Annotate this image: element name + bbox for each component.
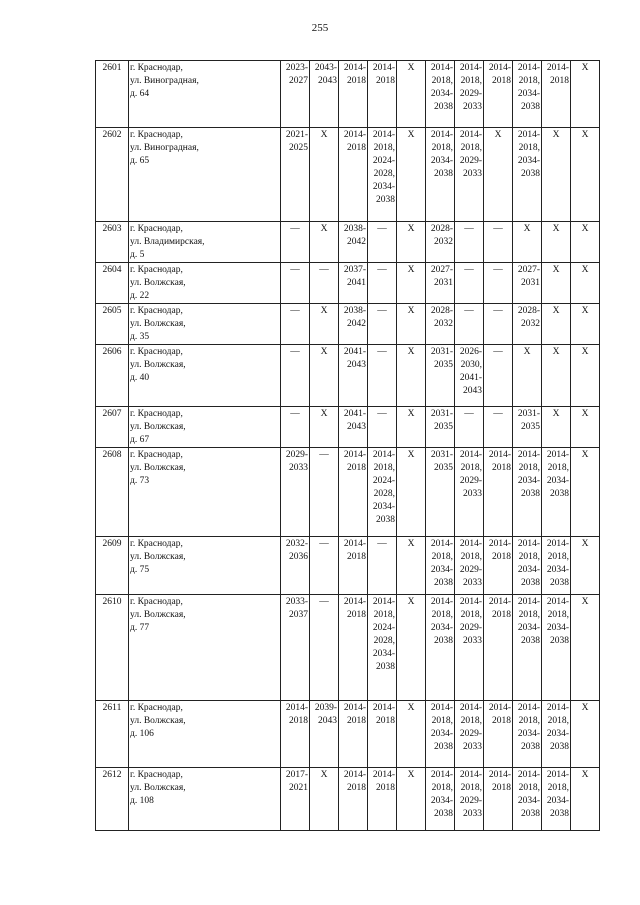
period-cell: 2014- 2018 xyxy=(484,448,513,537)
period-cell: 2027- 2031 xyxy=(426,263,455,304)
period-cell: — xyxy=(455,222,484,263)
address-line: ул. Виноградная, xyxy=(130,143,199,153)
period-cell: 2014- 2018 xyxy=(339,61,368,128)
period-cell: 2014- 2018, 2029- 2033 xyxy=(455,128,484,222)
address-cell xyxy=(129,701,281,768)
period-cell: 2014- 2018, 2029- 2033 xyxy=(455,701,484,768)
address-cell xyxy=(129,222,281,263)
address-line: г. Краснодар, xyxy=(130,347,183,357)
period-cell: 2014- 2018, 2034- 2038 xyxy=(426,768,455,831)
address-line: ул. Волжская, xyxy=(130,422,186,432)
period-cell: — xyxy=(281,407,310,448)
period-cell: 2028- 2032 xyxy=(426,304,455,345)
period-cell: 2014- 2018 xyxy=(281,701,310,768)
period-cell: X xyxy=(571,263,600,304)
period-cell: X xyxy=(397,407,426,448)
address-line: г. Краснодар, xyxy=(130,770,183,780)
period-cell: 2014- 2018, 2024- 2028, 2034- 2038 xyxy=(368,128,397,222)
period-cell: 2017- 2021 xyxy=(281,768,310,831)
period-cell: 2023- 2027 xyxy=(281,61,310,128)
address-cell xyxy=(129,128,281,222)
period-cell: — xyxy=(281,263,310,304)
period-cell: 2014- 2018, 2034- 2038 xyxy=(542,701,571,768)
period-cell: 2031- 2035 xyxy=(426,345,455,407)
period-cell: X xyxy=(571,61,600,128)
period-cell: 2014- 2018, 2029- 2033 xyxy=(455,537,484,595)
row-number: 2611 xyxy=(96,701,129,768)
address-line: д. 35 xyxy=(130,332,150,342)
period-cell: 2014- 2018 xyxy=(484,537,513,595)
period-cell: — xyxy=(368,304,397,345)
table-row xyxy=(96,595,600,701)
address-cell xyxy=(129,448,281,537)
row-number: 2609 xyxy=(96,537,129,595)
address-line: ул. Волжская, xyxy=(130,716,186,726)
period-cell: 2014- 2018, 2034- 2038 xyxy=(426,595,455,701)
period-cell: X xyxy=(571,537,600,595)
period-cell: — xyxy=(368,263,397,304)
period-cell: 2014- 2018 xyxy=(484,701,513,768)
period-cell: — xyxy=(310,448,339,537)
table-row xyxy=(96,263,600,304)
period-cell: — xyxy=(455,304,484,345)
address-cell xyxy=(129,768,281,831)
address-line: г. Краснодар, xyxy=(130,224,183,234)
period-cell: X xyxy=(310,768,339,831)
period-cell: X xyxy=(310,128,339,222)
period-cell: 2014- 2018 xyxy=(368,701,397,768)
period-cell: 2027- 2031 xyxy=(513,263,542,304)
period-cell: 2014- 2018 xyxy=(368,768,397,831)
address-line: д. 108 xyxy=(130,796,154,806)
period-cell: X xyxy=(484,128,513,222)
period-cell: 2014- 2018, 2029- 2033 xyxy=(455,61,484,128)
address-line: д. 67 xyxy=(130,435,150,445)
period-cell: 2032- 2036 xyxy=(281,537,310,595)
address-line: д. 73 xyxy=(130,476,150,486)
address-line: д. 5 xyxy=(130,250,145,260)
address-cell xyxy=(129,263,281,304)
period-cell: X xyxy=(397,768,426,831)
address-line: д. 106 xyxy=(130,729,154,739)
period-cell: 2014- 2018, 2034- 2038 xyxy=(426,537,455,595)
period-cell: 2014- 2018, 2024- 2028, 2034- 2038 xyxy=(368,448,397,537)
row-number: 2601 xyxy=(96,61,129,128)
address-line: ул. Волжская, xyxy=(130,360,186,370)
period-cell: 2014- 2018, 2034- 2038 xyxy=(542,537,571,595)
table-row xyxy=(96,407,600,448)
period-cell: X xyxy=(397,537,426,595)
address-line: д. 75 xyxy=(130,565,150,575)
address-line: г. Краснодар, xyxy=(130,539,183,549)
period-cell: 2038- 2042 xyxy=(339,304,368,345)
row-number: 2612 xyxy=(96,768,129,831)
address-line: д. 22 xyxy=(130,291,150,301)
table-row xyxy=(96,768,600,831)
period-cell: 2014- 2018, 2034- 2038 xyxy=(542,768,571,831)
period-cell: 2041- 2043 xyxy=(339,407,368,448)
address-line: д. 64 xyxy=(130,89,150,99)
period-cell: 2014- 2018, 2034- 2038 xyxy=(513,701,542,768)
period-cell: X xyxy=(542,407,571,448)
period-cell: X xyxy=(571,701,600,768)
period-cell: X xyxy=(571,128,600,222)
period-cell: X xyxy=(571,448,600,537)
period-cell: — xyxy=(281,222,310,263)
address-line: г. Краснодар, xyxy=(130,409,183,419)
period-cell: X xyxy=(571,345,600,407)
period-cell: X xyxy=(397,61,426,128)
period-cell: 2029- 2033 xyxy=(281,448,310,537)
address-line: ул. Волжская, xyxy=(130,552,186,562)
period-cell: — xyxy=(310,595,339,701)
period-cell: 2033- 2037 xyxy=(281,595,310,701)
period-cell: 2014- 2018, 2034- 2038 xyxy=(426,701,455,768)
address-line: г. Краснодар, xyxy=(130,597,183,607)
period-cell: 2014- 2018 xyxy=(368,61,397,128)
table-row xyxy=(96,345,600,407)
table-row xyxy=(96,61,600,128)
address-line: ул. Владимирская, xyxy=(130,237,205,247)
period-cell: X xyxy=(571,407,600,448)
period-cell: X xyxy=(397,304,426,345)
row-number: 2605 xyxy=(96,304,129,345)
period-cell: 2031- 2035 xyxy=(426,448,455,537)
period-cell: — xyxy=(484,407,513,448)
period-cell: 2014- 2018 xyxy=(339,595,368,701)
period-cell: 2014- 2018, 2024- 2028, 2034- 2038 xyxy=(368,595,397,701)
period-cell: — xyxy=(281,345,310,407)
table-row xyxy=(96,304,600,345)
period-cell: X xyxy=(397,128,426,222)
table-row xyxy=(96,128,600,222)
address-line: д. 77 xyxy=(130,623,150,633)
period-cell: 2014- 2018 xyxy=(484,768,513,831)
row-number: 2608 xyxy=(96,448,129,537)
period-cell: X xyxy=(571,595,600,701)
period-cell: — xyxy=(368,537,397,595)
period-cell: X xyxy=(542,222,571,263)
period-cell: — xyxy=(368,407,397,448)
period-cell: 2014- 2018, 2034- 2038 xyxy=(513,448,542,537)
period-cell: 2014- 2018 xyxy=(339,701,368,768)
period-cell: 2014- 2018, 2034- 2038 xyxy=(426,61,455,128)
period-cell: 2014- 2018, 2034- 2038 xyxy=(513,595,542,701)
period-cell: 2014- 2018, 2034- 2038 xyxy=(513,128,542,222)
address-line: г. Краснодар, xyxy=(130,265,183,275)
period-cell: 2014- 2018 xyxy=(339,448,368,537)
address-line: ул. Волжская, xyxy=(130,278,186,288)
period-cell: X xyxy=(397,345,426,407)
period-cell: X xyxy=(513,222,542,263)
period-cell: 2038- 2042 xyxy=(339,222,368,263)
period-cell: X xyxy=(542,345,571,407)
period-cell: X xyxy=(310,345,339,407)
period-cell: X xyxy=(571,222,600,263)
period-cell: 2014- 2018, 2034- 2038 xyxy=(542,448,571,537)
period-cell: X xyxy=(571,304,600,345)
period-cell: 2037- 2041 xyxy=(339,263,368,304)
address-line: г. Краснодар, xyxy=(130,63,183,73)
address-line: д. 40 xyxy=(130,373,150,383)
period-cell: 2031- 2035 xyxy=(426,407,455,448)
period-cell: — xyxy=(310,537,339,595)
period-cell: — xyxy=(455,263,484,304)
period-cell: 2021- 2025 xyxy=(281,128,310,222)
period-cell: 2043- 2043 xyxy=(310,61,339,128)
period-cell: 2014- 2018 xyxy=(339,537,368,595)
address-line: ул. Волжская, xyxy=(130,463,186,473)
row-number: 2610 xyxy=(96,595,129,701)
period-cell: X xyxy=(513,345,542,407)
address-cell xyxy=(129,304,281,345)
table-row xyxy=(96,701,600,768)
period-cell: X xyxy=(542,263,571,304)
period-cell: X xyxy=(310,304,339,345)
period-cell: — xyxy=(368,222,397,263)
period-cell: — xyxy=(310,263,339,304)
period-cell: — xyxy=(484,263,513,304)
period-cell: X xyxy=(397,222,426,263)
row-number: 2604 xyxy=(96,263,129,304)
address-line: г. Краснодар, xyxy=(130,130,183,140)
address-line: г. Краснодар, xyxy=(130,450,183,460)
period-cell: 2014- 2018 xyxy=(339,128,368,222)
period-cell: 2039- 2043 xyxy=(310,701,339,768)
address-cell xyxy=(129,407,281,448)
period-cell: — xyxy=(484,222,513,263)
period-cell: 2014- 2018 xyxy=(542,61,571,128)
period-cell: 2014- 2018, 2034- 2038 xyxy=(513,61,542,128)
period-cell: 2014- 2018, 2034- 2038 xyxy=(513,768,542,831)
address-line: г. Краснодар, xyxy=(130,306,183,316)
period-cell: X xyxy=(571,768,600,831)
period-cell: — xyxy=(484,345,513,407)
address-cell xyxy=(129,345,281,407)
period-cell: X xyxy=(542,304,571,345)
period-cell: X xyxy=(310,407,339,448)
period-cell: X xyxy=(397,263,426,304)
address-line: г. Краснодар, xyxy=(130,703,183,713)
period-cell: X xyxy=(397,701,426,768)
period-cell: 2014- 2018, 2029- 2033 xyxy=(455,768,484,831)
period-cell: 2028- 2032 xyxy=(426,222,455,263)
table-row xyxy=(96,448,600,537)
period-cell: — xyxy=(455,407,484,448)
row-number: 2607 xyxy=(96,407,129,448)
period-cell: 2014- 2018, 2034- 2038 xyxy=(542,595,571,701)
table-row xyxy=(96,222,600,263)
register-table xyxy=(95,60,600,831)
period-cell: 2031- 2035 xyxy=(513,407,542,448)
period-cell: X xyxy=(397,595,426,701)
address-line: д. 65 xyxy=(130,156,150,166)
row-number: 2602 xyxy=(96,128,129,222)
address-line: ул. Волжская, xyxy=(130,610,186,620)
period-cell: — xyxy=(281,304,310,345)
period-cell: 2014- 2018, 2029- 2033 xyxy=(455,448,484,537)
row-number: 2606 xyxy=(96,345,129,407)
period-cell: 2014- 2018 xyxy=(484,595,513,701)
period-cell: 2026- 2030, 2041- 2043 xyxy=(455,345,484,407)
address-line: ул. Волжская, xyxy=(130,319,186,329)
period-cell: 2014- 2018, 2034- 2038 xyxy=(426,128,455,222)
page-number: 255 xyxy=(311,22,329,34)
period-cell: X xyxy=(310,222,339,263)
period-cell: 2014- 2018 xyxy=(484,61,513,128)
period-cell: 2028- 2032 xyxy=(513,304,542,345)
period-cell: 2014- 2018, 2029- 2033 xyxy=(455,595,484,701)
period-cell: X xyxy=(397,448,426,537)
period-cell: 2014- 2018, 2034- 2038 xyxy=(513,537,542,595)
table-row xyxy=(96,537,600,595)
address-cell xyxy=(129,595,281,701)
period-cell: X xyxy=(542,128,571,222)
address-line: ул. Виноградная, xyxy=(130,76,199,86)
address-cell xyxy=(129,61,281,128)
period-cell: — xyxy=(484,304,513,345)
address-line: ул. Волжская, xyxy=(130,783,186,793)
address-cell xyxy=(129,537,281,595)
period-cell: — xyxy=(368,345,397,407)
row-number: 2603 xyxy=(96,222,129,263)
period-cell: 2014- 2018 xyxy=(339,768,368,831)
period-cell: 2041- 2043 xyxy=(339,345,368,407)
